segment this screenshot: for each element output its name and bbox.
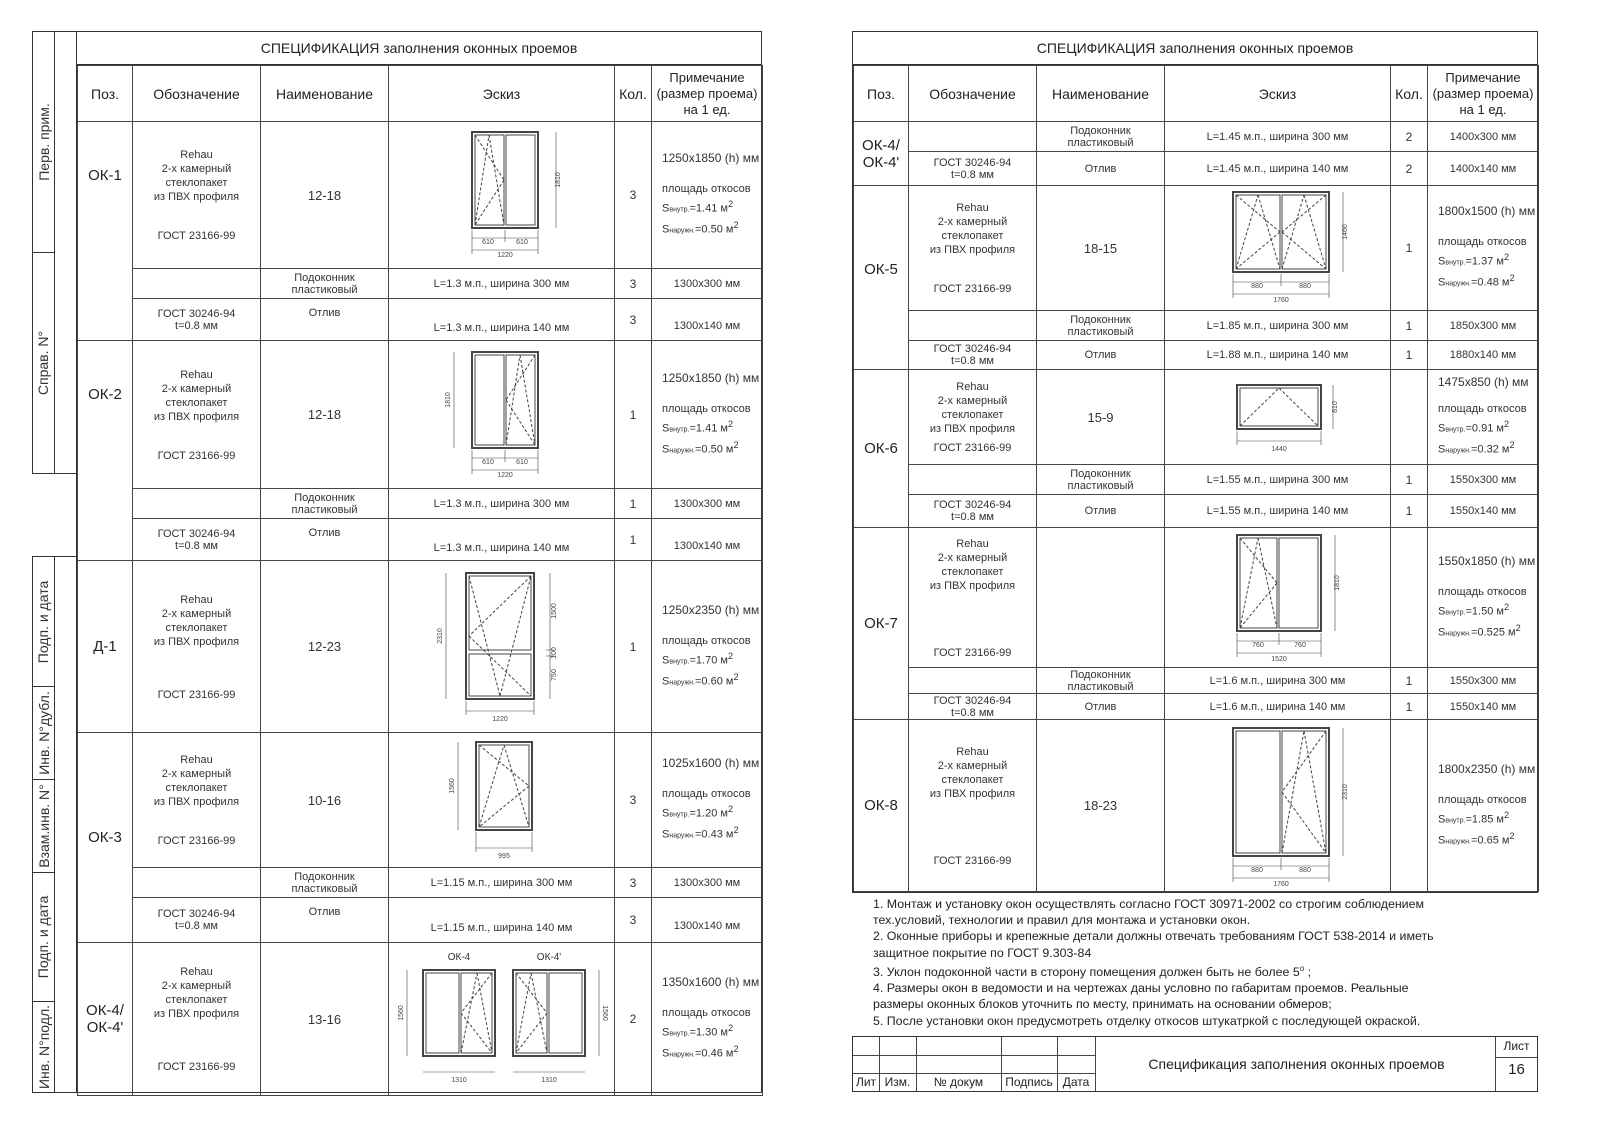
stamp-inv-dubl: Инв. N°дубл. <box>32 686 55 780</box>
otliv-name: Отлив <box>1037 495 1165 528</box>
pos-ok4: ОК-4/ ОК-4' <box>78 943 133 1096</box>
otliv-name: Отлив <box>1037 694 1165 720</box>
otliv-gost: ГОСТ 30246-94 t=0.8 мм <box>909 341 1037 370</box>
svg-text:880: 880 <box>1250 866 1263 874</box>
tb-sign: Подпись <box>1005 1075 1053 1089</box>
right-panel-title: СПЕЦИФИКАЦИЯ заполнения оконных проемов <box>853 32 1537 65</box>
header-designation: Обозначение <box>133 66 261 122</box>
note-cell: 1250x1850 (h) мм площадь откосов Sвнутр.=1.41 $м^2$ Sнаружн.=0.50 $м^2$ <box>652 122 763 269</box>
svg-text:610: 610 <box>515 458 528 466</box>
mark-cell: 12-18 <box>261 341 389 489</box>
otliv-qty: 1 <box>1391 495 1428 528</box>
stamp-podp-data-2: Подп. и дата <box>32 872 55 1002</box>
svg-text:1560: 1560 <box>448 778 456 794</box>
table-row <box>854 668 1539 694</box>
pos-ok2: ОК-2 <box>78 341 133 561</box>
sketch-ok3 <box>389 733 615 868</box>
header-sketch: Эскиз <box>1165 66 1391 122</box>
stamp-podp-data-1: Подп. и дата <box>32 556 55 687</box>
otliv-gost: ГОСТ 30246-94 t=0.8 мм <box>909 495 1037 528</box>
svg-text:100: 100 <box>550 646 558 659</box>
otliv-length: L=1.6 м.п., ширина 140 мм <box>1165 694 1391 720</box>
sheet-number: 16 <box>1508 1061 1525 1078</box>
designation-cell: Rehau 2-х камерный стеклопакет из ПВХ профиля ГОСТ 23166-99 <box>909 528 1037 668</box>
window-sketch-drawing <box>432 126 572 264</box>
sketch-ok8 <box>1165 720 1391 892</box>
sill-length: L=1.3 м.п., ширина 300 мм <box>389 269 615 299</box>
otliv-name: Отлив <box>1037 152 1165 186</box>
mark-cell: 18-23 <box>1037 720 1165 892</box>
svg-text:760: 760 <box>1293 641 1306 649</box>
svg-text:1520: 1520 <box>1270 655 1287 663</box>
note-cell: 1250x2350 (h) мм площадь откосов Sвнутр.=1.70 $м^2$ Sнаружн.=0.60 $м^2$ <box>652 561 763 733</box>
sill-name: Подоконник пластиковый <box>261 868 389 898</box>
otliv-size: 1880x140 мм <box>1428 341 1539 370</box>
otliv-gost: ГОСТ 30246-94 t=0.8 мм <box>909 694 1037 720</box>
sill-size: 1300x300 мм <box>652 269 763 299</box>
table-row <box>78 561 763 733</box>
note-cell: 1800x2350 (h) мм площадь откосов Sвнутр.=1.85 $м^2$ Sнаружн.=0.65 $м^2$ <box>1428 720 1539 892</box>
qty-cell: 3 <box>615 733 652 868</box>
svg-text:1460: 1460 <box>1341 224 1349 240</box>
svg-text:1310: 1310 <box>541 1077 557 1084</box>
mark-cell: 12-23 <box>261 561 389 733</box>
table-row <box>854 528 1539 668</box>
header-name: Наименование <box>261 66 389 122</box>
pos-ok4-cont: ОК-4/ ОК-4' <box>854 122 909 186</box>
sill-name: Подоконник пластиковый <box>261 489 389 519</box>
sill-length: L=1.85 м.п., ширина 300 мм <box>1165 311 1391 341</box>
table-row <box>78 868 763 898</box>
mark-cell: 12-18 <box>261 122 389 269</box>
left-panel-title: СПЕЦИФИКАЦИЯ заполнения оконных проемов <box>77 32 761 65</box>
pos-ok3: ОК-3 <box>78 733 133 943</box>
svg-text:1810: 1810 <box>554 172 562 188</box>
otliv-length: L=1.3 м.п., ширина 140 мм <box>389 519 615 561</box>
tb-doc: № докум <box>933 1075 984 1089</box>
mark-cell <box>1037 528 1165 668</box>
designation-cell: Rehau 2-х камерный стеклопакет из ПВХ профиля ГОСТ 23166-99 <box>909 720 1037 892</box>
svg-text:1760: 1760 <box>1272 297 1289 304</box>
note-cell: 1475x850 (h) мм площадь откосов Sвнутр.=0.91 $м^2$ Sнаружн.=0.32 $м^2$ <box>1428 370 1539 465</box>
svg-text:ОК-4': ОК-4' <box>536 952 562 963</box>
pos-ok7: ОК-7 <box>854 528 909 720</box>
mark-cell: 15-9 <box>1037 370 1165 465</box>
stamp-strip <box>32 31 77 1117</box>
header-sketch: Эскиз <box>389 66 615 122</box>
svg-text:750: 750 <box>550 668 558 681</box>
otliv-name: Отлив <box>261 299 389 341</box>
sill-size: 1400x300 мм <box>1428 122 1539 152</box>
sill-qty: 3 <box>615 269 652 299</box>
header-designation: Обозначение <box>909 66 1037 122</box>
note-1a: 1. Монтаж и установку окон осуществлять согласно ГОСТ 30971-2002 со строгим соблюдением <box>873 897 1425 911</box>
sill-size: 1300x300 мм <box>652 489 763 519</box>
designation-cell: Rehau 2-х камерный стеклопакет из ПВХ профиля ГОСТ 23166-99 <box>133 341 261 489</box>
title-block <box>852 1036 1538 1092</box>
tb-izm: Изм. <box>884 1075 911 1089</box>
note-cell: 1250x1850 (h) мм площадь откосов Sвнутр.=1.41 $м^2$ Sнаружн.=0.50 $м^2$ <box>652 341 763 489</box>
header-pos: Поз. <box>78 66 133 122</box>
table-row <box>78 898 763 943</box>
note-1b: тех.условий, технологии и правил для монтажа и установки окон. <box>873 913 1251 928</box>
header-name: Наименование <box>1037 66 1165 122</box>
mark-cell: 13-16 <box>261 943 389 1096</box>
stamp-inv-podl: Инв. N°подл. <box>32 1001 55 1093</box>
otliv-gost: ГОСТ 30246-94 t=0.8 мм <box>909 152 1037 186</box>
table-row <box>78 943 763 1096</box>
table-row <box>78 269 763 299</box>
otliv-gost: ГОСТ 30246-94 t=0.8 мм <box>133 519 261 561</box>
sill-name: Подоконник пластиковый <box>261 269 389 299</box>
otliv-size: 1300x140 мм <box>652 519 763 561</box>
left-spec-table <box>77 65 763 1096</box>
designation-cell: Rehau 2-х камерный стеклопакет из ПВХ профиля ГОСТ 23166-99 <box>133 122 261 269</box>
svg-text:1440: 1440 <box>1270 446 1287 453</box>
window-sketch-drawing <box>1203 724 1353 888</box>
sill-name: Подоконник пластиковый <box>1037 311 1165 341</box>
window-sketch-drawing <box>432 736 572 864</box>
designation-cell: Rehau 2-х камерный стеклопакет из ПВХ профиля ГОСТ 23166-99 <box>909 370 1037 465</box>
sill-name: Подоконник пластиковый <box>1037 668 1165 694</box>
svg-text:880: 880 <box>1250 283 1263 290</box>
table-row <box>854 152 1539 186</box>
designation-cell: Rehau 2-х камерный стеклопакет из ПВХ профиля ГОСТ 23166-99 <box>133 943 261 1096</box>
note-2a: 2. Оконные приборы и крепежные детали должны отвечать требованиям ГОСТ 538-2014 и иметь <box>873 929 1434 944</box>
sill-name: Подоконник пластиковый <box>1037 122 1165 152</box>
note-4b: размеры оконных блоков уточнить по месту, принимать на основании обмеров; <box>873 997 1332 1012</box>
door-sketch-drawing <box>422 567 582 727</box>
title-block-grid <box>853 1037 1095 1091</box>
note-cell: 1800x1500 (h) мм площадь откосов Sвнутр.=1.37 $м^2$ Sнаружн.=0.48 $м^2$ <box>1428 186 1539 311</box>
tb-date: Дата <box>1062 1075 1090 1089</box>
sill-length: L=1.55 м.п., ширина 300 мм <box>1165 465 1391 495</box>
svg-text:810: 810 <box>1331 401 1339 413</box>
sill-size: 1550x300 мм <box>1428 465 1539 495</box>
qty-cell <box>1391 720 1428 892</box>
otliv-gost: ГОСТ 30246-94 t=0.8 мм <box>133 299 261 341</box>
table-row <box>854 694 1539 720</box>
pos-ok5: ОК-5 <box>854 186 909 370</box>
qty-cell <box>1391 370 1428 465</box>
qty-cell: 3 <box>615 122 652 269</box>
note-5: 5. После установки окон предусмотреть отделку откосов штукатркой с последующей окраской. <box>873 1013 1421 1028</box>
qty-cell <box>1391 528 1428 668</box>
window-sketch-drawing <box>1203 377 1353 457</box>
header-note: Примечание (размер проема) на 1 ед. <box>652 66 763 122</box>
sill-qty: 1 <box>615 489 652 519</box>
table-header-row <box>854 66 1539 122</box>
mark-cell: 10-16 <box>261 733 389 868</box>
qty-cell: 2 <box>615 943 652 1096</box>
otliv-qty: 1 <box>1391 341 1428 370</box>
otliv-gost: ГОСТ 30246-94 t=0.8 мм <box>133 898 261 943</box>
note-4a: 4. Размеры окон в ведомости и на чертежах даны условно по габаритам проемов. Реальные <box>873 981 1409 996</box>
otliv-qty: 2 <box>1391 152 1428 186</box>
table-row <box>854 495 1539 528</box>
table-row <box>78 122 763 269</box>
qty-cell: 1 <box>615 561 652 733</box>
window-sketch-drawing <box>1203 188 1353 308</box>
svg-text:1810: 1810 <box>1333 574 1341 591</box>
svg-text:880: 880 <box>1298 283 1311 290</box>
sill-length: L=1.15 м.п., ширина 300 мм <box>389 868 615 898</box>
note-cell: 1550x1850 (h) мм площадь откосов Sвнутр.=1.50 $м^2$ Sнаружн.=0.525 $м^2$ <box>1428 528 1539 668</box>
svg-text:1810: 1810 <box>444 391 452 408</box>
svg-text:610: 610 <box>481 458 494 466</box>
pos-d1: Д-1 <box>78 561 133 733</box>
left-spec-panel <box>76 31 762 1093</box>
otliv-size: 1550x140 мм <box>1428 694 1539 720</box>
stamp-vzam-inv: Взам.инв. N° <box>32 779 55 873</box>
otliv-length: L=1.55 м.п., ширина 140 мм <box>1165 495 1391 528</box>
qty-cell: 1 <box>615 341 652 489</box>
sill-length: L=1.6 м.п., ширина 300 мм <box>1165 668 1391 694</box>
svg-text:1220: 1220 <box>491 715 508 723</box>
note-2b: защитное покрытие по ГОСТ 9.303-84 <box>873 945 1092 960</box>
otliv-qty: 3 <box>615 898 652 943</box>
table-row <box>854 186 1539 311</box>
window-sketch-drawing <box>432 346 572 484</box>
tb-lit: Лит <box>855 1075 877 1089</box>
sill-qty: 1 <box>1391 668 1428 694</box>
svg-text:1560: 1560 <box>601 1005 608 1021</box>
right-spec-table <box>853 65 1539 892</box>
sill-length: L=1.3 м.п., ширина 300 мм <box>389 489 615 519</box>
sketch-ok1 <box>389 122 615 269</box>
header-note: Примечание (размер проема) на 1 ед. <box>1428 66 1539 122</box>
svg-text:610: 610 <box>481 239 494 246</box>
svg-text:995: 995 <box>497 853 510 860</box>
table-row <box>78 733 763 868</box>
otliv-size: 1300x140 мм <box>652 299 763 341</box>
window-sketch-drawing <box>1203 531 1353 665</box>
designation-cell: Rehau 2-х камерный стеклопакет из ПВХ профиля ГОСТ 23166-99 <box>133 561 261 733</box>
otliv-qty: 1 <box>615 519 652 561</box>
stamp-blank-1 <box>54 31 77 474</box>
stamp-perv-prim: Перв. прим. <box>32 31 55 253</box>
qty-cell: 1 <box>1391 186 1428 311</box>
sketch-ok4 <box>389 943 615 1096</box>
note-cell: 1025x1600 (h) мм площадь откосов Sвнутр.=1.20 $м^2$ Sнаружн.=0.43 $м^2$ <box>652 733 763 868</box>
table-row <box>854 311 1539 341</box>
pos-ok6: ОК-6 <box>854 370 909 528</box>
table-row <box>854 122 1539 152</box>
svg-text:2310: 2310 <box>436 627 444 644</box>
svg-text:1310: 1310 <box>451 1077 467 1084</box>
otliv-name: Отлив <box>261 519 389 561</box>
otliv-size: 1550x140 мм <box>1428 495 1539 528</box>
table-row <box>78 341 763 489</box>
svg-text:610: 610 <box>515 239 528 246</box>
otliv-name: Отлив <box>261 898 389 943</box>
table-row <box>854 341 1539 370</box>
mark-cell: 18-15 <box>1037 186 1165 311</box>
general-notes <box>873 896 1533 1029</box>
otliv-length: L=1.15 м.п., ширина 140 мм <box>389 898 615 943</box>
header-qty: Кол. <box>615 66 652 122</box>
sketch-ok7 <box>1165 528 1391 668</box>
svg-text:2310: 2310 <box>1341 783 1349 800</box>
sill-qty: 3 <box>615 868 652 898</box>
sill-size: 1300x300 мм <box>652 868 763 898</box>
otliv-length: L=1.88 м.п., ширина 140 мм <box>1165 341 1391 370</box>
svg-text:ОК-4: ОК-4 <box>447 952 471 963</box>
otliv-qty: 1 <box>1391 694 1428 720</box>
svg-text:1220: 1220 <box>496 471 513 479</box>
otliv-size: 1300x140 мм <box>652 898 763 943</box>
designation-cell: Rehau 2-х камерный стеклопакет из ПВХ профиля ГОСТ 23166-99 <box>133 733 261 868</box>
sheet-number-box <box>1495 1037 1537 1091</box>
otliv-name: Отлив <box>1037 341 1165 370</box>
sketch-ok5 <box>1165 186 1391 311</box>
header-pos: Поз. <box>854 66 909 122</box>
window-pair-sketch-drawing <box>391 946 613 1092</box>
sill-name: Подоконник пластиковый <box>1037 465 1165 495</box>
otliv-length: L=1.3 м.п., ширина 140 мм <box>389 299 615 341</box>
sketch-d1 <box>389 561 615 733</box>
svg-text:760: 760 <box>1251 641 1264 649</box>
svg-text:1500: 1500 <box>550 602 558 619</box>
otliv-size: 1400x140 мм <box>1428 152 1539 186</box>
table-header-row <box>78 66 763 122</box>
svg-text:880: 880 <box>1298 866 1311 874</box>
table-row <box>854 370 1539 465</box>
sill-qty: 1 <box>1391 465 1428 495</box>
sill-length: L=1.45 м.п., ширина 300 мм <box>1165 122 1391 152</box>
table-row <box>854 720 1539 892</box>
sill-qty: 1 <box>1391 311 1428 341</box>
svg-text:1560: 1560 <box>398 1005 405 1021</box>
sill-size: 1850x300 мм <box>1428 311 1539 341</box>
sill-qty: 2 <box>1391 122 1428 152</box>
table-row <box>78 489 763 519</box>
pos-ok8: ОК-8 <box>854 720 909 892</box>
sheet-label: Лист <box>1496 1039 1537 1058</box>
pos-ok1: ОК-1 <box>78 122 133 341</box>
otliv-length: L=1.45 м.п., ширина 140 мм <box>1165 152 1391 186</box>
svg-text:1220: 1220 <box>496 252 513 259</box>
sketch-ok2 <box>389 341 615 489</box>
note-cell: 1350x1600 (h) мм площадь откосов Sвнутр.=1.30 $м^2$ Sнаружн.=0.46 $м^2$ <box>652 943 763 1096</box>
sheet-title: Спецификация заполнения оконных проемов <box>1095 1037 1497 1091</box>
sill-size: 1550x300 мм <box>1428 668 1539 694</box>
otliv-qty: 3 <box>615 299 652 341</box>
right-spec-panel <box>852 31 1538 893</box>
table-row <box>78 519 763 561</box>
designation-cell: Rehau 2-х камерный стеклопакет из ПВХ профиля ГОСТ 23166-99 <box>909 186 1037 311</box>
header-qty: Кол. <box>1391 66 1428 122</box>
stamp-blank-2 <box>54 556 77 1093</box>
table-row <box>854 465 1539 495</box>
sketch-ok6 <box>1165 370 1391 465</box>
stamp-sprav-no: Справ. N° <box>32 252 55 474</box>
table-row <box>78 299 763 341</box>
svg-text:1760: 1760 <box>1272 880 1289 888</box>
note-3: 3. Уклон подоконной части в сторону помещения должен быть не более $5^о$ ; <box>873 963 1312 979</box>
